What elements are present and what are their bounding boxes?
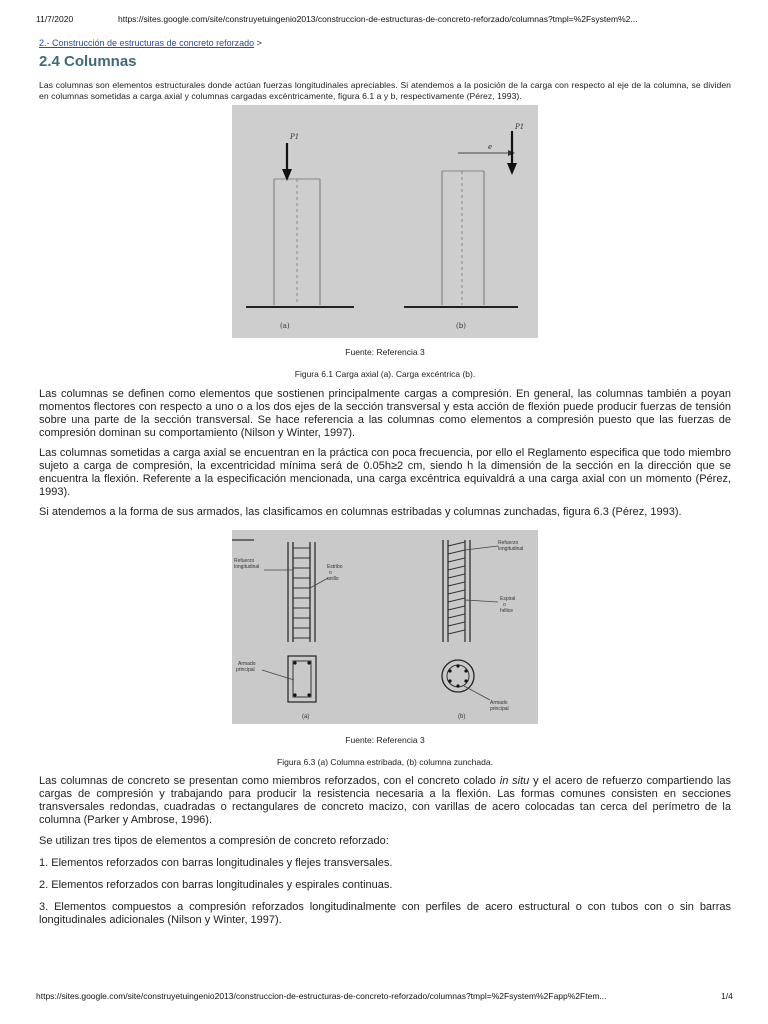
figure-6-3-source: Fuente: Referencia 3 — [345, 735, 425, 745]
label-refuerzo-longitudinal-a: Refuerzo — [234, 558, 255, 564]
figure2-label-a: (a) — [302, 714, 310, 720]
print-date: 11/7/2020 — [36, 14, 74, 24]
paragraph-definition: Las columnas se definen como elementos que sostienen principalmente cargas a compresión. En general, las columnas también a poyan momentos flectores con respecto a uno o a los dos ejes de la sección transversal y esta acción de flexión puede producir fuerzas de tensión sobre una parte de la sección transversal. Se hace referencia a las columnas como elementos a compresión puesto que las fuerzas de compresión dominan su comportamiento (Nilson y Winter, 1997). — [39, 388, 731, 439]
print-header — [0, 14, 768, 28]
list-item: 2. Elementos reforzados con barras longitudinales y espirales continuas. — [39, 879, 393, 891]
footer-url: https://sites.google.com/site/construyetuingenio2013/construccion-de-estructuras-de-concreto-reforzado/columnas?tmpl=%2Fsystem%2Fapp%2Ftem... — [36, 991, 607, 1001]
figure-6-3-image — [232, 530, 538, 724]
figure-6-1-caption: Figura 6.1 Carga axial (a). Carga excéntrica (b). — [294, 369, 476, 379]
page-content — [39, 38, 731, 927]
intro-paragraph: Las columnas son elementos estructurales donde actúan fuerzas longitudinales apreciables. Si atendemos a la posición de la carga con respecto al eje de la columna, se dividen en columnas sometidas a carga axial y columnas cargadas excéntricamente, figura 6.1 a y b, respectivamente (Pérez, 1993). — [39, 80, 731, 101]
paragraph-concrete-columns-before: Las columnas de concreto se presentan como miembros reforzados, con el concreto colado — [39, 775, 500, 787]
label-espiral: Espiral — [500, 596, 516, 602]
eccentricity-label: e — [488, 143, 493, 151]
svg-text:o: o — [329, 570, 332, 576]
figure2-label-b: (b) — [458, 714, 466, 720]
figure-6-1-source: Fuente: Referencia 3 — [345, 347, 425, 357]
svg-text:principal: principal — [490, 706, 509, 712]
paragraph-classification: Si atendemos a la forma de sus armados, las clasificamos en columnas estribadas y columnas zunchadas, figura 6.3 (Pérez, 1993). — [39, 506, 682, 518]
svg-text:hélice: hélice — [500, 608, 514, 614]
breadcrumb — [39, 38, 731, 52]
figure-6-1-image — [232, 105, 538, 338]
paragraph-axial-load — [39, 447, 731, 499]
label-estribo: Estribo — [327, 564, 343, 570]
paragraph-types-intro: Se utilizan tres tipos de elementos a compresión de concreto reforzado: — [39, 835, 389, 847]
page-number: 1/4 — [721, 991, 733, 1001]
svg-text:longitudinal: longitudinal — [498, 546, 524, 552]
load-label-left: P1 — [290, 133, 300, 141]
breadcrumb-separator: > — [256, 38, 262, 48]
paragraph-concrete-columns-after: y el acero de refuerzo compartiendo las cargas de compresión y trabajando para producir la resistencia necesaria a la flexión. Las formas comunes consisten en secciones transversales redondas, cuadradas o rectangulares de concreto macizo, con varillas de acero colocadas tan cerca del perímetro de la columna (Parker y Ambrose, 1996). — [39, 775, 731, 826]
types-list — [39, 857, 731, 927]
paragraph-axial-load-text: Las columnas sometidas a carga axial se encuentran en la práctica con poca frecuencia, por ello el Reglamento especifica que todo miembro sujeto a carga de compresión, la excentricidad mínima será de 0.05h≥2 cm, siendo h la dimensión de la sección en la dirección que se encuentra la flexión. Referente a la especificación mencionada, una carga excéntrica equivaldrá a una carga axial con un momento (Pérez, 1993). — [39, 447, 731, 498]
svg-text:principal: principal — [236, 667, 255, 673]
svg-text:o: o — [503, 602, 506, 608]
list-item: 1. Elementos reforzados con barras longitudinales y flejes transversales. — [39, 857, 393, 869]
label-armado-principal-a: Armado — [238, 661, 256, 667]
page-title: 2.4 Columnas — [39, 53, 137, 70]
svg-text:anillo: anillo — [327, 576, 339, 582]
label-armado-principal-b: Armado — [490, 700, 508, 706]
print-url: https://sites.google.com/site/construyetuingenio2013/construccion-de-estructuras-de-concreto-reforzado/columnas?tmpl=%2Fsystem%2... — [118, 14, 638, 24]
figure-6-3-caption: Figura 6.3 (a) Columna estribada, (b) columna zunchada. — [277, 757, 493, 767]
breadcrumb-link[interactable]: 2.- Construcción de estructuras de concreto reforzado — [39, 38, 255, 48]
label-refuerzo-longitudinal-b: Refuerzo — [498, 540, 519, 546]
paragraph-concrete-columns — [39, 775, 731, 827]
italic-in-situ: in situ — [499, 775, 530, 787]
figure-label-a: (a) — [280, 322, 290, 330]
figure-label-b: (b) — [456, 322, 466, 330]
list-item: 3. Elementos compuestos a compresión reforzados longitudinalmente con perfiles de acero estructural o con tubos con o sin barras longitudinales adicionales (Nilson y Winter, 1997). — [39, 901, 731, 926]
svg-text:longitudinal: longitudinal — [234, 564, 260, 570]
load-label-right: P1 — [515, 123, 525, 131]
